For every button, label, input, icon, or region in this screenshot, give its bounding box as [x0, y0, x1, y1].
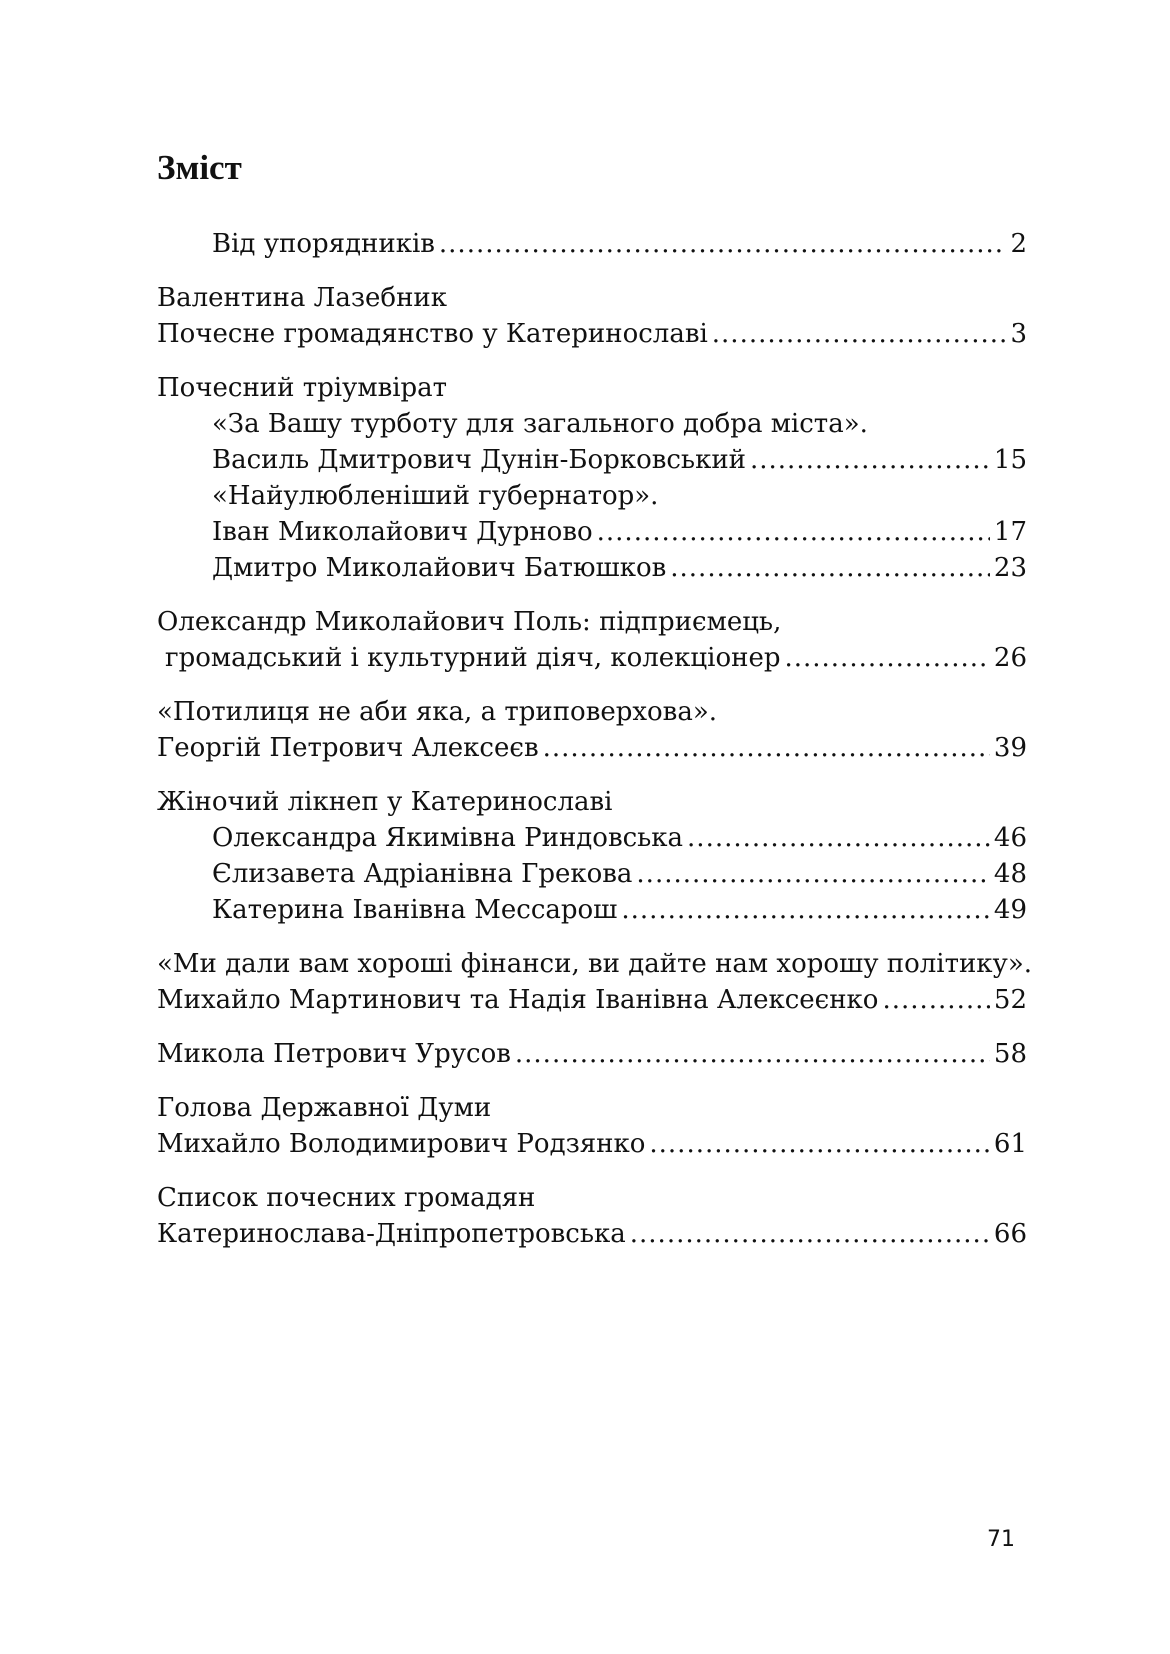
toc-line — [157, 1180, 1027, 1216]
toc-page-number: 15 — [993, 445, 1027, 475]
toc-line — [157, 820, 1027, 856]
dot-leader — [597, 514, 990, 550]
toc-line — [157, 442, 1027, 478]
toc-line — [157, 604, 1027, 640]
toc-page-number: 3 — [1010, 319, 1027, 349]
toc-line — [157, 370, 1027, 406]
toc-line-text: Катеринослава-Дніпропетровська — [157, 1219, 626, 1249]
dot-leader — [750, 442, 990, 478]
toc-line-text: Олександра Якимівна Риндовська — [212, 823, 684, 853]
toc-page-number: 46 — [993, 823, 1027, 853]
toc-line-text: Почесне громадянство у Катеринославі — [157, 319, 708, 349]
toc-line-text: Валентина Лазебник — [157, 283, 447, 313]
toc-line-text: Почесний тріумвірат — [157, 373, 448, 403]
toc-line — [157, 694, 1027, 730]
toc-line — [157, 1126, 1027, 1162]
dot-leader — [670, 550, 990, 586]
toc-line-text: Михайло Мартинович та Надія Іванівна Алексеєнко — [157, 985, 879, 1015]
toc-page-number: 17 — [993, 517, 1027, 547]
toc-page-number: 39 — [993, 733, 1027, 763]
toc-line-text: «Найулюбленіший губернатор». — [212, 481, 659, 511]
toc-line-text: Михайло Володимирович Родзянко — [157, 1129, 646, 1159]
toc-line — [157, 1036, 1027, 1072]
toc-line-text: Єлизавета Адріанівна Грекова — [212, 859, 633, 889]
toc-line — [157, 316, 1027, 352]
toc-line — [157, 478, 1027, 514]
toc-line — [157, 730, 1027, 766]
toc-entry — [157, 370, 1027, 586]
toc-entry — [157, 280, 1027, 352]
dot-leader — [636, 856, 989, 892]
toc-line-text: громадський і культурний діяч, колекціонер — [165, 643, 781, 673]
toc-line — [157, 1090, 1027, 1126]
toc-line-text: «За Вашу турботу для загального добра міста». — [212, 409, 868, 439]
toc-line — [157, 1216, 1027, 1252]
dot-leader — [630, 1216, 990, 1252]
toc-line-text: Список почесних громадян — [157, 1183, 536, 1213]
dot-leader — [687, 820, 990, 856]
dot-leader — [543, 730, 990, 766]
toc-line — [157, 640, 1027, 676]
toc-entry — [157, 1180, 1027, 1252]
dot-leader — [784, 640, 989, 676]
toc-line-text: Дмитро Миколайович Батюшков — [212, 553, 667, 583]
toc-line-text: Іван Миколайович Дурново — [212, 517, 593, 547]
toc-line — [157, 856, 1027, 892]
toc-line-text: Василь Дмитрович Дунін-Борковський — [212, 445, 746, 475]
dot-leader — [621, 892, 990, 928]
toc-page-number: 58 — [993, 1039, 1027, 1069]
dot-leader — [882, 982, 989, 1018]
toc-page-number: 26 — [993, 643, 1027, 673]
dot-leader — [439, 226, 1007, 262]
toc-line — [157, 226, 1027, 262]
toc-line-text: «Ми дали вам хороші фінанси, ви дайте нам хорошу політику». — [157, 949, 1032, 979]
toc-entry — [157, 1090, 1027, 1162]
toc-line — [157, 514, 1027, 550]
toc-line-text: Георгій Петрович Алексеєв — [157, 733, 539, 763]
toc-line-text: Катерина Іванівна Мессарош — [212, 895, 618, 925]
toc-page-number: 48 — [993, 859, 1027, 889]
dot-leader — [712, 316, 1007, 352]
toc-line — [157, 946, 1032, 982]
toc-line — [157, 280, 1027, 316]
dot-leader — [649, 1126, 990, 1162]
table-of-contents — [157, 226, 1032, 1270]
toc-entry — [157, 694, 1027, 766]
toc-line-text: Голова Державної Думи — [157, 1093, 492, 1123]
toc-line — [157, 550, 1027, 586]
toc-line-text: Від упорядників — [212, 229, 435, 259]
toc-line — [157, 892, 1027, 928]
toc-page-number: 52 — [993, 985, 1027, 1015]
toc-page-number: 61 — [993, 1129, 1027, 1159]
toc-page-number: 23 — [993, 553, 1027, 583]
toc-entry — [157, 1036, 1027, 1072]
toc-line-text: «Потилиця не аби яка, а триповерхова». — [157, 697, 717, 727]
toc-entry — [157, 226, 1027, 262]
page-number: 71 — [987, 1527, 1015, 1552]
toc-entry — [157, 784, 1027, 928]
toc-line-text: Микола Петрович Урусов — [157, 1039, 511, 1069]
toc-line-text: Олександр Миколайович Поль: підприємець, — [157, 607, 782, 637]
toc-page-number: 2 — [1010, 229, 1027, 259]
toc-page-number: 49 — [993, 895, 1027, 925]
toc-line — [157, 784, 1027, 820]
toc-entry — [157, 946, 1032, 1018]
toc-line — [157, 406, 1027, 442]
toc-title: Зміст — [157, 148, 242, 187]
toc-line — [157, 982, 1027, 1018]
toc-line-text: Жіночий лікнеп у Катеринославі — [157, 787, 613, 817]
dot-leader — [515, 1036, 990, 1072]
toc-page-number: 66 — [993, 1219, 1027, 1249]
toc-entry — [157, 604, 1027, 676]
